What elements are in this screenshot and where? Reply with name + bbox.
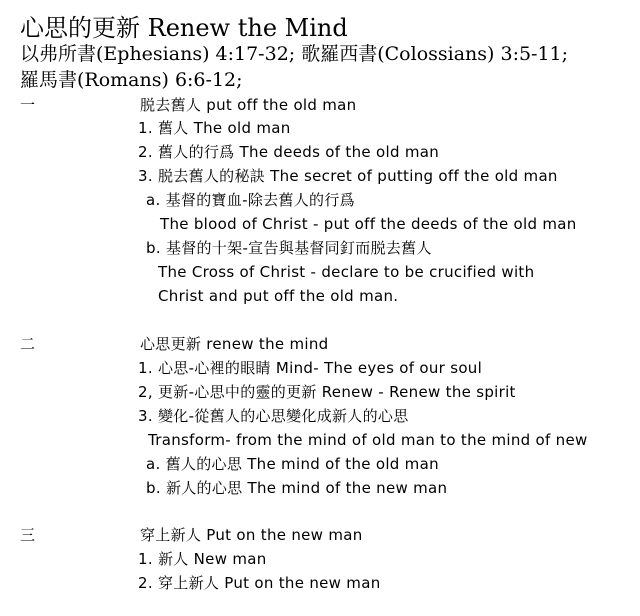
outline-item: 1. 舊人 The old man	[138, 119, 291, 137]
outline-subitem: a. 基督的寶血-除去舊人的行爲	[146, 191, 355, 209]
scripture-reference-line: 羅馬書(Romans) 6:6-12;	[20, 69, 243, 91]
page-title: 心思的更新 Renew the Mind	[20, 14, 348, 42]
section-heading: 脱去舊人 put off the old man	[140, 96, 357, 114]
outline-item: 2, 更新-心思中的靈的更新 Renew - Renew the spirit	[138, 383, 516, 401]
scripture-reference-line: 以弗所書(Ephesians) 4:17-32; 歌羅西書(Colossians) 3:5-11;	[20, 43, 569, 65]
outline-item: 3. 脱去舊人的秘訣 The secret of putting off the old man	[138, 167, 558, 185]
section-number: 一	[20, 96, 36, 114]
outline-subitem: b. 新人的心思 The mind of the new man	[146, 479, 448, 497]
section-heading: 心思更新 renew the mind	[140, 335, 329, 353]
section-number: 三	[20, 526, 36, 544]
outline-subitem-text: The blood of Christ - put off the deeds of the old man	[160, 215, 577, 233]
outline-subitem-text: The Cross of Christ - declare to be crucified with	[158, 263, 535, 281]
outline-item: 3. 變化-從舊人的心思變化成新人的心思	[138, 407, 409, 425]
section-number: 二	[20, 335, 36, 353]
outline-item: 1. 心思-心裡的眼睛 Mind- The eyes of our soul	[138, 359, 483, 377]
outline-subitem-text: Transform- from the mind of old man to the mind of new	[148, 431, 588, 449]
outline-subitem-text: Christ and put off the old man.	[158, 287, 399, 305]
outline-subitem: b. 基督的十架-宣告與基督同釘而脱去舊人	[146, 239, 432, 257]
outline-item: 2. 舊人的行爲 The deeds of the old man	[138, 143, 440, 161]
outline-subitem: a. 舊人的心思 The mind of the old man	[146, 455, 439, 473]
outline-item: 2. 穿上新人 Put on the new man	[138, 574, 381, 592]
section-heading: 穿上新人 Put on the new man	[140, 526, 363, 544]
outline-item: 1. 新人 New man	[138, 550, 267, 568]
